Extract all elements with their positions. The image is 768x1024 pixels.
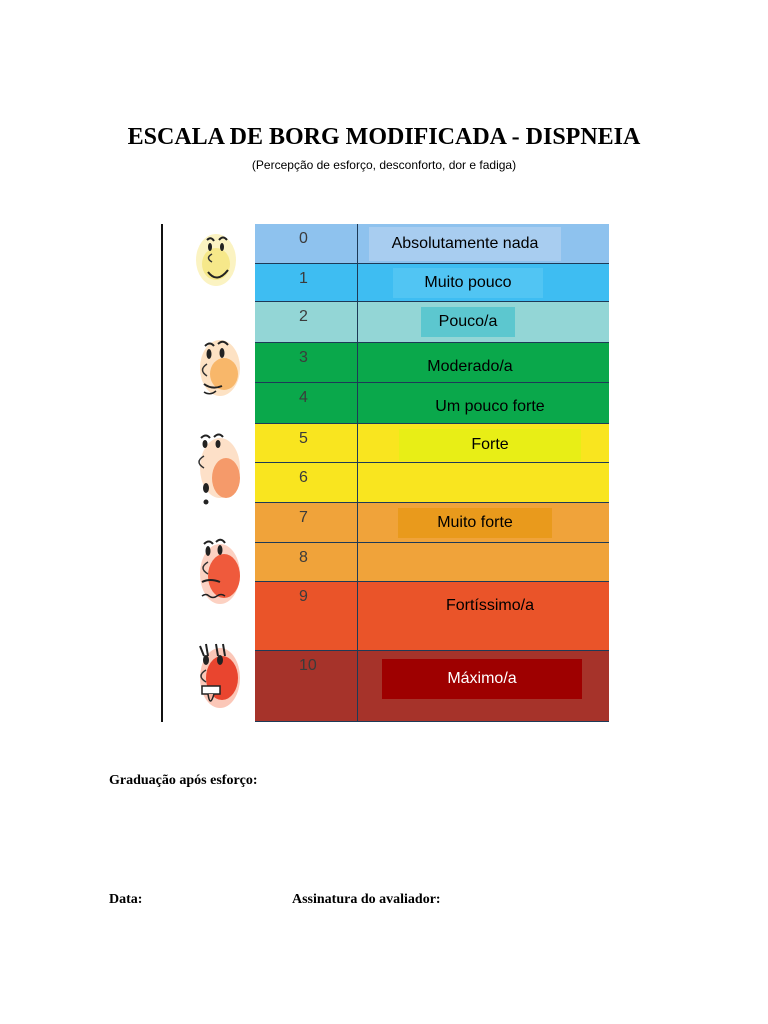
- sweating-face-icon: [190, 534, 242, 614]
- scale-number: 4: [255, 383, 358, 423]
- scale-number: 10: [255, 651, 358, 721]
- scale-number: 7: [255, 503, 358, 542]
- scale-number: 3: [255, 343, 358, 382]
- scale-row-1: [255, 264, 609, 302]
- scale-number: 1: [255, 264, 358, 301]
- scale-row-8: [255, 543, 609, 582]
- assinatura-label: Assinatura do avaliador:: [292, 892, 441, 907]
- page-title: ESCALA DE BORG MODIFICADA - DISPNEIA: [127, 124, 641, 150]
- scale-label: Muito forte: [398, 508, 552, 538]
- scale-row-5: [255, 424, 609, 463]
- face-column: [176, 224, 256, 722]
- tired-face-icon: [190, 428, 242, 514]
- scale-label: Fortíssimo/a: [445, 597, 534, 614]
- scale-number: 2: [255, 302, 358, 342]
- scale-row-9: [255, 582, 609, 651]
- scale-row-4: [255, 383, 609, 424]
- data-label: Data:: [109, 892, 143, 907]
- smiling-face-icon: [190, 228, 242, 288]
- left-rule: [161, 224, 163, 722]
- scale-row-7: [255, 503, 609, 543]
- scale-label: Moderado/a: [427, 358, 513, 375]
- exhausted-face-icon: [190, 638, 242, 718]
- scale-label: Muito pouco: [393, 268, 543, 298]
- scale-row-0: [255, 224, 609, 264]
- scale-label: Um pouco forte: [435, 398, 545, 415]
- scale-row-2: [255, 302, 609, 343]
- calm-face-icon: [190, 330, 242, 402]
- scale-row-6: [255, 463, 609, 503]
- scale-number: 5: [255, 424, 358, 462]
- scale-label: Máximo/a: [382, 659, 582, 699]
- scale-row-10: [255, 651, 609, 722]
- scale-number: 9: [255, 582, 358, 650]
- page-subtitle: (Percepção de esforço, desconforto, dor e fadiga): [251, 158, 517, 172]
- scale-number: 8: [255, 543, 358, 581]
- scale-number: 6: [255, 463, 358, 502]
- scale-label: Absolutamente nada: [369, 227, 561, 261]
- scale-row-3: [255, 343, 609, 383]
- borg-scale-table: [255, 224, 609, 722]
- graduacao-label: Graduação após esforço:: [109, 773, 258, 788]
- scale-number: 0: [255, 224, 358, 263]
- scale-label: Pouco/a: [421, 307, 515, 337]
- scale-label: Forte: [399, 429, 581, 461]
